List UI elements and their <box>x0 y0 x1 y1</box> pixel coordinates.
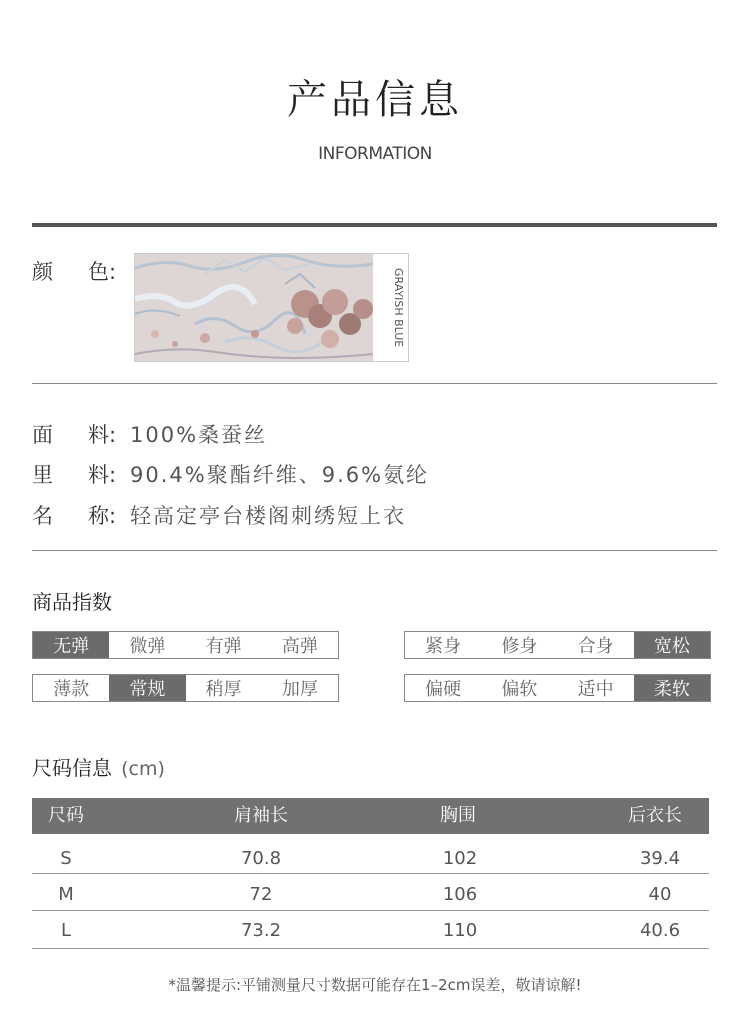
table-row-divider <box>32 910 709 911</box>
size-heading: 尺码信息 <box>32 756 112 780</box>
table-cell-shoulder-sleeve: 72 <box>249 884 273 905</box>
header-divider <box>32 223 717 227</box>
fit-option: 修身 <box>481 632 557 658</box>
table-cell-chest: 102 <box>442 848 478 869</box>
table-cell-size: S <box>60 848 72 869</box>
thickness-option: 加厚 <box>262 675 338 701</box>
table-cell-chest: 110 <box>442 920 478 941</box>
lining-label-first: 里 <box>32 463 53 487</box>
thickness-option: 常规 <box>109 675 185 701</box>
color-label-second: 色: <box>88 260 117 284</box>
softness-option: 偏硬 <box>405 675 481 701</box>
table-row-divider <box>32 948 709 949</box>
table-cell-shoulder-sleeve: 73.2 <box>240 920 282 941</box>
color-section-divider <box>32 383 717 384</box>
table-cell-back-length: 40 <box>648 884 672 905</box>
thickness-scale <box>32 674 339 702</box>
elasticity-option: 有弹 <box>186 632 262 658</box>
table-cell-size: L <box>60 920 72 941</box>
column-header-size: 尺码 <box>48 805 84 826</box>
lining-value: 90.4%聚酯纤维、9.6%氨纶 <box>130 463 430 487</box>
name-label-second: 称: <box>88 504 117 528</box>
fit-scale <box>404 631 711 659</box>
fit-option: 紧身 <box>405 632 481 658</box>
page-subtitle: INFORMATION <box>318 144 432 164</box>
elasticity-option: 高弹 <box>262 632 338 658</box>
table-cell-size: M <box>58 884 74 905</box>
page-title: 产品信息 <box>287 77 463 123</box>
measurement-disclaimer: *温馨提示:平铺测量尺寸数据可能存在1–2cm误差，敬请谅解! <box>168 976 582 994</box>
elasticity-scale <box>32 631 339 659</box>
softness-option: 偏软 <box>481 675 557 701</box>
fabric-value: 100%桑蚕丝 <box>130 423 268 447</box>
column-header-chest: 胸围 <box>440 805 476 826</box>
size-heading-group <box>32 752 165 781</box>
index-heading: 商品指数 <box>32 590 112 614</box>
fabric-label-first: 面 <box>32 423 53 447</box>
fabric-label-second: 料: <box>88 423 117 447</box>
swatch-color-name: GRAYISH BLUE <box>392 268 405 348</box>
thickness-option: 薄款 <box>33 675 109 701</box>
table-cell-back-length: 40.6 <box>639 920 681 941</box>
column-header-back-length: 后衣长 <box>628 805 682 826</box>
softness-option: 适中 <box>558 675 634 701</box>
color-label-first: 颜 <box>32 260 53 284</box>
table-cell-back-length: 39.4 <box>639 848 681 869</box>
softness-option: 柔软 <box>634 675 710 701</box>
name-label-first: 名 <box>32 504 53 528</box>
name-value: 轻高定亭台楼阁刺绣短上衣 <box>130 504 406 528</box>
elasticity-option: 无弹 <box>33 632 109 658</box>
lining-label-second: 料: <box>88 463 117 487</box>
color-swatch <box>134 253 409 362</box>
attributes-divider <box>32 550 717 551</box>
size-table-header <box>32 798 709 834</box>
softness-scale <box>404 674 711 702</box>
size-unit: (cm) <box>121 758 165 780</box>
fit-option: 合身 <box>558 632 634 658</box>
fit-option: 宽松 <box>634 632 710 658</box>
table-row-divider <box>32 873 709 874</box>
elasticity-option: 微弹 <box>109 632 185 658</box>
column-header-shoulder-sleeve: 肩袖长 <box>234 805 288 826</box>
thickness-option: 稍厚 <box>186 675 262 701</box>
table-cell-shoulder-sleeve: 70.8 <box>240 848 282 869</box>
embroidery-swatch-image <box>135 254 373 361</box>
table-cell-chest: 106 <box>442 884 478 905</box>
